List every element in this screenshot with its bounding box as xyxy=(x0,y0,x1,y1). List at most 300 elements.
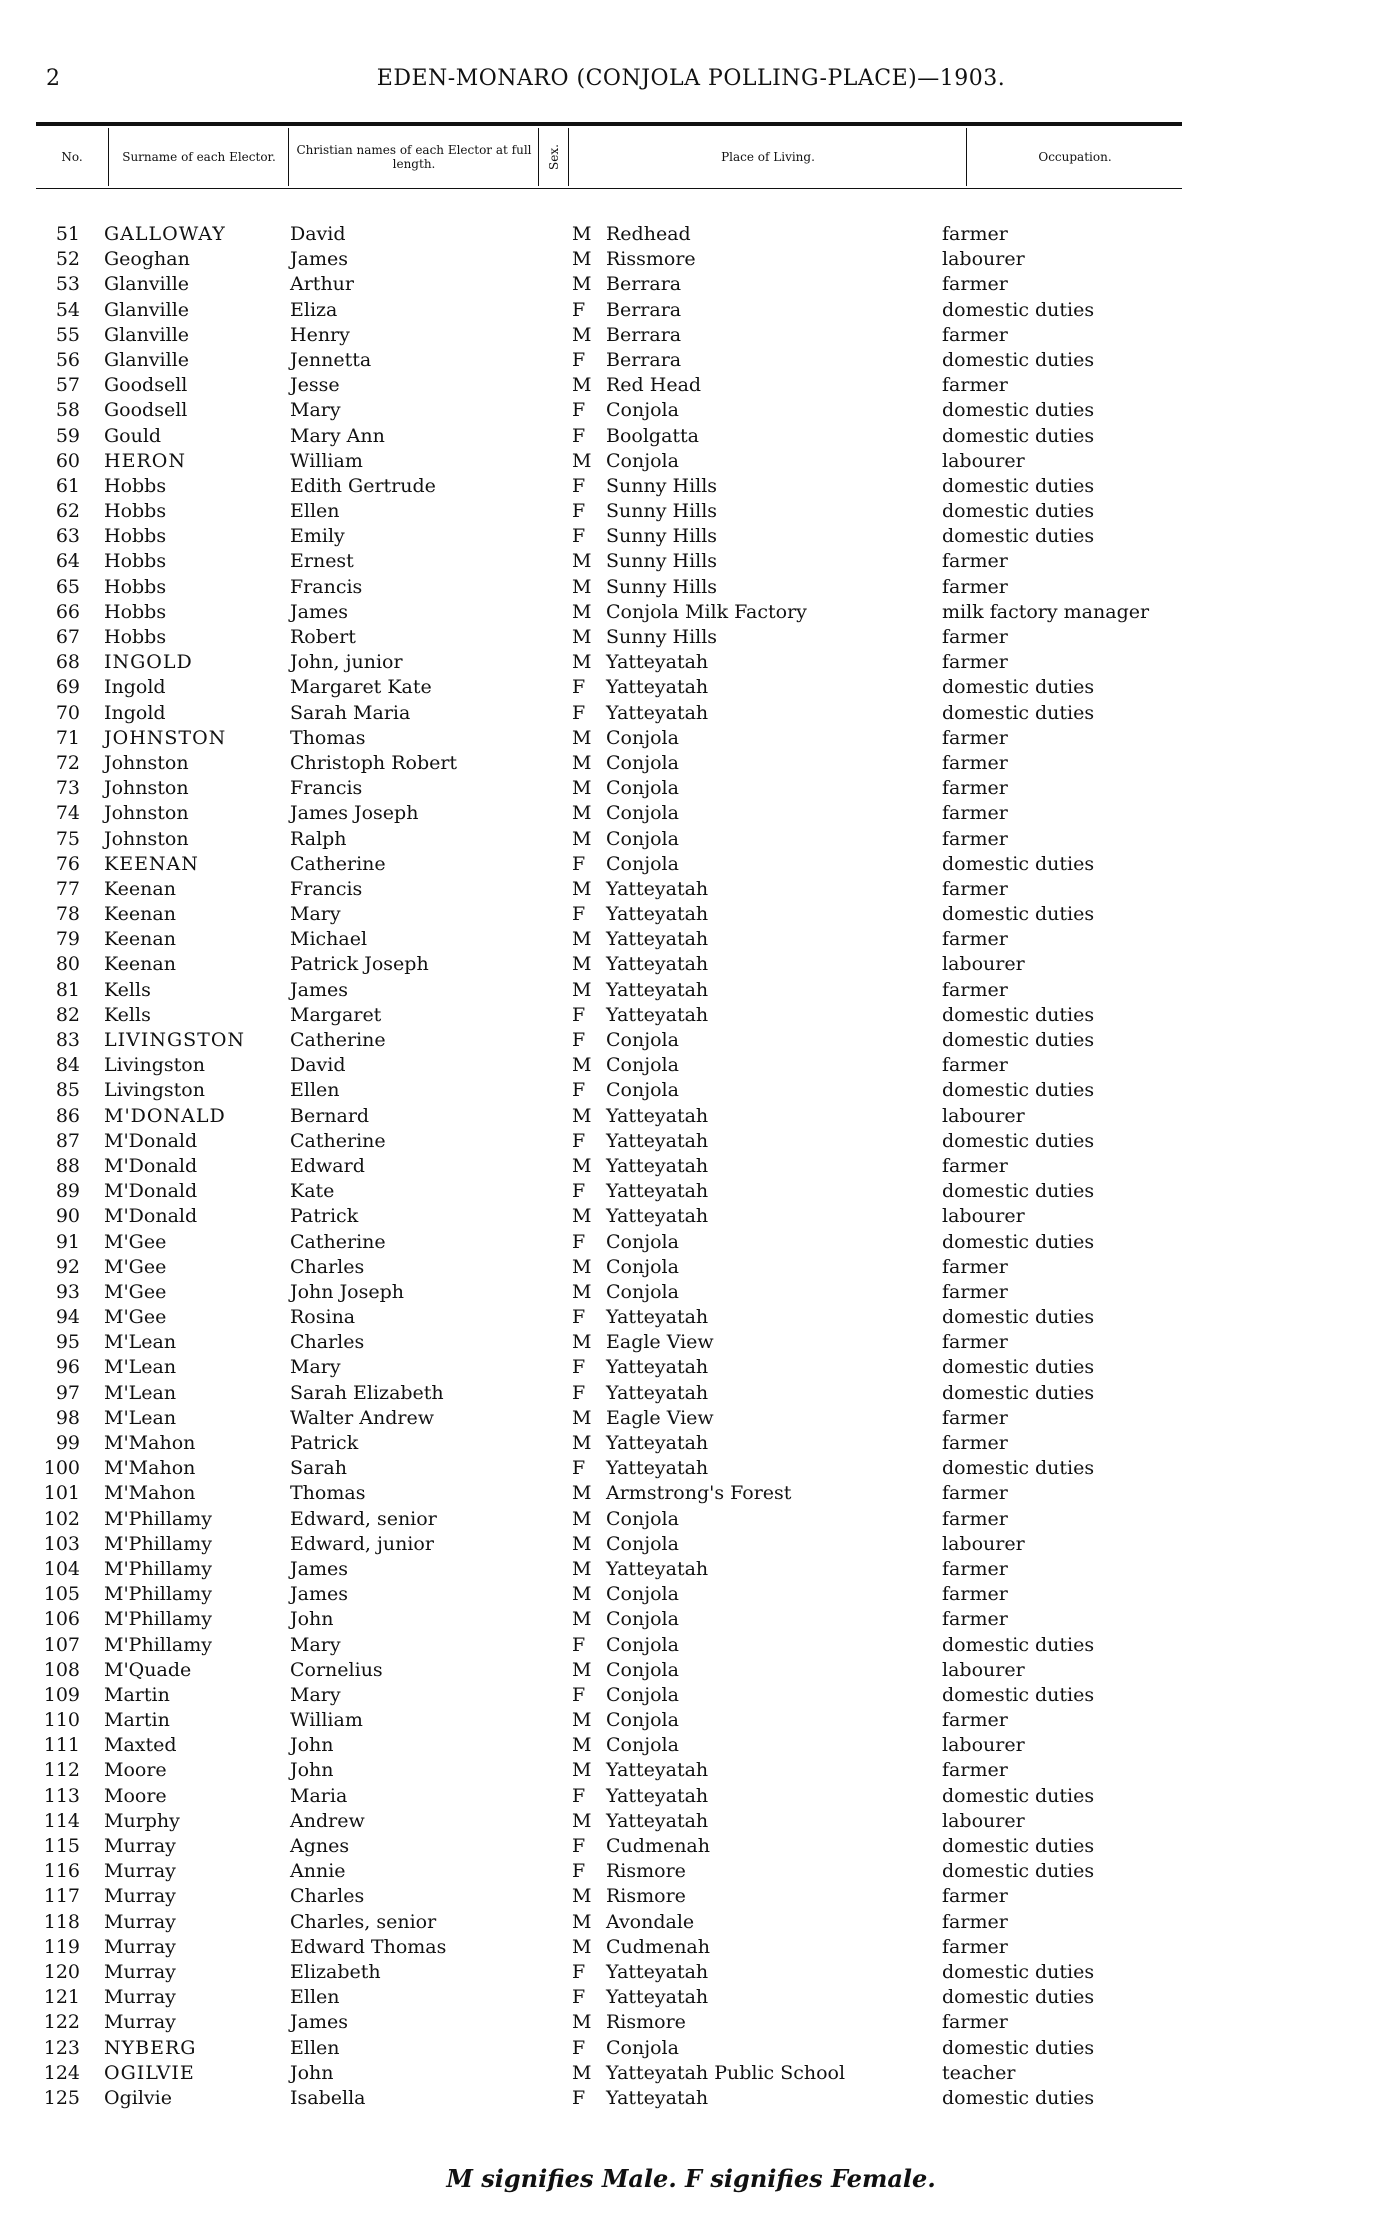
elector-list xyxy=(36,222,1182,2111)
elector-place: Armstrong's Forest xyxy=(606,1482,792,1505)
elector-occupation: domestic duties xyxy=(942,2086,1095,2109)
elector-number: 83 xyxy=(55,1029,80,1051)
elector-occupation: domestic duties xyxy=(942,399,1095,422)
elector-christian-names: Catherine xyxy=(290,1129,386,1152)
elector-sex: M xyxy=(572,449,592,472)
elector-christian-names: Ellen xyxy=(290,500,340,523)
elector-sex: F xyxy=(572,1986,586,2009)
elector-place: Conjola xyxy=(606,827,679,850)
elector-number: 80 xyxy=(55,953,80,976)
elector-number: 99 xyxy=(55,1432,80,1454)
elector-number: 111 xyxy=(43,1734,80,1757)
elector-sex: M xyxy=(572,1935,592,1958)
table-row xyxy=(36,952,1182,977)
elector-sex: M xyxy=(572,1104,592,1127)
elector-number: 102 xyxy=(43,1507,80,1530)
elector-occupation: farmer xyxy=(942,726,1008,749)
elector-surname: Hobbs xyxy=(104,600,167,623)
elector-place: Conjola xyxy=(606,1054,679,1077)
elector-sex: M xyxy=(572,1608,592,1631)
elector-number: 100 xyxy=(43,1457,80,1480)
page-number: 2 xyxy=(46,66,60,91)
elector-christian-names: Francis xyxy=(290,777,363,800)
elector-place: Yatteyatah xyxy=(606,1557,709,1580)
elector-sex: F xyxy=(572,701,586,724)
elector-sex: M xyxy=(572,1054,592,1077)
elector-number: 94 xyxy=(55,1306,80,1329)
elector-sex: F xyxy=(572,1129,586,1152)
elector-place: Yatteyatah xyxy=(606,903,709,926)
elector-sex: F xyxy=(572,424,586,447)
elector-christian-names: Francis xyxy=(290,575,363,598)
elector-sex: M xyxy=(572,1809,592,1832)
elector-number: 85 xyxy=(55,1079,80,1102)
elector-place: Conjola xyxy=(606,399,679,422)
elector-sex: F xyxy=(572,1381,586,1404)
elector-place: Berrara xyxy=(606,348,682,371)
elector-occupation: domestic duties xyxy=(942,676,1095,699)
elector-sex: F xyxy=(572,1835,586,1857)
elector-surname: M'Phillamy xyxy=(104,1583,213,1606)
elector-christian-names: Emily xyxy=(290,525,345,548)
elector-surname: Goodsell xyxy=(104,399,188,422)
elector-place: Boolgatta xyxy=(606,424,700,447)
elector-number: 54 xyxy=(55,298,80,321)
elector-occupation: farmer xyxy=(942,1154,1008,1177)
elector-number: 86 xyxy=(55,1104,80,1127)
elector-number: 101 xyxy=(43,1482,80,1505)
elector-surname: Geoghan xyxy=(104,248,190,271)
elector-christian-names: Walter Andrew xyxy=(290,1406,434,1429)
elector-sex: M xyxy=(572,626,592,648)
elector-number: 87 xyxy=(55,1129,80,1152)
elector-number: 113 xyxy=(43,1784,80,1807)
elector-occupation: farmer xyxy=(942,223,1008,245)
table-row xyxy=(36,1607,1182,1632)
elector-place: Berrara xyxy=(606,323,682,346)
elector-occupation: labourer xyxy=(942,1809,1025,1832)
elector-occupation: farmer xyxy=(942,777,1008,800)
elector-surname: Johnston xyxy=(104,777,189,800)
table-row xyxy=(36,1154,1182,1179)
elector-sex: F xyxy=(572,1356,586,1379)
elector-number: 53 xyxy=(55,273,80,296)
elector-occupation: labourer xyxy=(942,1104,1025,1127)
elector-number: 123 xyxy=(43,2036,80,2059)
elector-number: 122 xyxy=(43,2011,80,2034)
elector-surname: Gould xyxy=(104,424,162,447)
elector-christian-names: Robert xyxy=(290,626,356,648)
elector-number: 110 xyxy=(43,1709,80,1732)
elector-place: Berrara xyxy=(606,298,682,321)
table-row xyxy=(36,1179,1182,1204)
elector-place: Eagle View xyxy=(606,1331,714,1354)
elector-occupation: farmer xyxy=(942,575,1008,598)
table-row xyxy=(36,373,1182,398)
elector-sex: M xyxy=(572,600,592,623)
elector-sex: M xyxy=(572,2011,592,2034)
elector-number: 64 xyxy=(55,550,80,573)
elector-place: Yatteyatah xyxy=(606,1154,709,1177)
elector-surname: M'Lean xyxy=(104,1381,177,1404)
table-row xyxy=(36,1507,1182,1532)
elector-surname: Keenan xyxy=(104,877,176,900)
elector-christian-names: Patrick xyxy=(290,1205,359,1228)
elector-number: 67 xyxy=(55,626,80,648)
table-row xyxy=(36,1406,1182,1431)
table-row xyxy=(36,650,1182,675)
elector-number: 88 xyxy=(55,1154,80,1177)
elector-christian-names: Jesse xyxy=(290,374,340,397)
elector-occupation: domestic duties xyxy=(942,2036,1095,2059)
table-row xyxy=(36,1557,1182,1582)
elector-occupation: domestic duties xyxy=(942,1003,1095,1026)
elector-place: Eagle View xyxy=(606,1406,714,1429)
elector-christian-names: Rosina xyxy=(290,1306,356,1329)
elector-occupation: farmer xyxy=(942,374,1008,397)
elector-sex: M xyxy=(572,1507,592,1530)
elector-occupation: domestic duties xyxy=(942,1079,1095,1102)
elector-place: Sunny Hills xyxy=(606,500,718,523)
elector-occupation: domestic duties xyxy=(942,1633,1095,1656)
elector-sex: M xyxy=(572,1331,592,1354)
header-rule xyxy=(36,122,1182,126)
elector-christian-names: Charles xyxy=(290,1885,365,1908)
elector-place: Yatteyatah xyxy=(606,1759,709,1782)
elector-number: 71 xyxy=(55,726,80,749)
elector-place: Conjola xyxy=(606,1029,679,1051)
table-row xyxy=(36,474,1182,499)
table-row xyxy=(36,1481,1182,1506)
elector-christian-names: John xyxy=(290,1608,334,1631)
elector-occupation: farmer xyxy=(942,751,1008,774)
elector-number: 114 xyxy=(43,1809,80,1832)
elector-christian-names: Edward, junior xyxy=(290,1532,434,1555)
table-row xyxy=(36,1456,1182,1481)
elector-christian-names: Elizabeth xyxy=(290,1960,381,1983)
elector-surname: Hobbs xyxy=(104,500,167,523)
elector-place: Conjola xyxy=(606,2036,679,2059)
elector-occupation: domestic duties xyxy=(942,1960,1095,1983)
elector-place: Conjola xyxy=(606,777,679,800)
table-row xyxy=(36,1078,1182,1103)
elector-number: 76 xyxy=(55,852,80,875)
elector-place: Yatteyatah xyxy=(606,1003,709,1026)
elector-christian-names: Charles, senior xyxy=(290,1910,437,1933)
elector-place: Conjola xyxy=(606,1608,679,1631)
elector-surname: Murray xyxy=(104,1960,176,1983)
elector-occupation: domestic duties xyxy=(942,1457,1095,1480)
elector-christian-names: Sarah Elizabeth xyxy=(290,1381,444,1404)
elector-surname: INGOLD xyxy=(104,651,193,674)
elector-occupation: farmer xyxy=(942,827,1008,850)
elector-sex: F xyxy=(572,525,586,548)
elector-sex: M xyxy=(572,1280,592,1303)
elector-sex: M xyxy=(572,1709,592,1732)
elector-place: Cudmenah xyxy=(606,1835,710,1857)
elector-number: 73 xyxy=(55,777,80,800)
elector-surname: Johnston xyxy=(104,827,189,850)
table-row xyxy=(36,1658,1182,1683)
elector-occupation: farmer xyxy=(942,1910,1008,1933)
elector-surname: Hobbs xyxy=(104,474,167,497)
elector-sex: F xyxy=(572,1457,586,1480)
elector-surname: Livingston xyxy=(104,1079,205,1102)
elector-occupation: farmer xyxy=(942,2011,1008,2034)
table-row xyxy=(36,902,1182,927)
elector-christian-names: Ernest xyxy=(290,550,354,573)
table-row xyxy=(36,1355,1182,1380)
elector-place: Yatteyatah xyxy=(606,1104,709,1127)
elector-surname: Murray xyxy=(104,1986,176,2009)
table-row xyxy=(36,1784,1182,1809)
elector-sex: F xyxy=(572,1029,586,1051)
table-row xyxy=(36,272,1182,297)
elector-number: 81 xyxy=(55,978,80,1001)
table-row xyxy=(36,1834,1182,1859)
elector-sex: M xyxy=(572,1205,592,1228)
elector-surname: M'Phillamy xyxy=(104,1608,213,1631)
elector-christian-names: Cornelius xyxy=(290,1658,383,1681)
elector-occupation: farmer xyxy=(942,1935,1008,1958)
elector-occupation: farmer xyxy=(942,877,1008,900)
elector-sex: F xyxy=(572,1230,586,1253)
elector-surname: Ingold xyxy=(104,676,166,699)
elector-christian-names: John xyxy=(290,1759,334,1782)
elector-place: Yatteyatah xyxy=(606,2086,709,2109)
elector-sex: M xyxy=(572,877,592,900)
elector-occupation: farmer xyxy=(942,1885,1008,1908)
elector-number: 84 xyxy=(55,1054,80,1077)
elector-number: 117 xyxy=(43,1885,80,1908)
elector-place: Conjola xyxy=(606,802,679,825)
elector-sex: M xyxy=(572,2061,592,2084)
elector-sex: F xyxy=(572,474,586,497)
elector-christian-names: James xyxy=(290,2011,348,2034)
table-row xyxy=(36,1859,1182,1884)
table-row xyxy=(36,1935,1182,1960)
elector-occupation: domestic duties xyxy=(942,298,1095,321)
elector-surname: M'Donald xyxy=(104,1205,198,1228)
table-row xyxy=(36,424,1182,449)
elector-sex: M xyxy=(572,1255,592,1278)
elector-number: 57 xyxy=(55,374,80,397)
table-row xyxy=(36,1381,1182,1406)
elector-sex: M xyxy=(572,777,592,800)
elector-christian-names: Annie xyxy=(290,1860,346,1883)
elector-surname: Murray xyxy=(104,1935,176,1958)
table-row xyxy=(36,2061,1182,2086)
elector-sex: M xyxy=(572,726,592,749)
elector-surname: M'Phillamy xyxy=(104,1532,213,1555)
elector-number: 62 xyxy=(55,500,80,523)
elector-occupation: farmer xyxy=(942,1331,1008,1354)
elector-christian-names: Ellen xyxy=(290,2036,340,2059)
table-row xyxy=(36,1910,1182,1935)
elector-place: Sunny Hills xyxy=(606,550,718,573)
elector-number: 104 xyxy=(43,1557,80,1580)
elector-occupation: labourer xyxy=(942,248,1025,271)
elector-place: Conjola xyxy=(606,1633,679,1656)
elector-occupation: farmer xyxy=(942,550,1008,573)
elector-number: 97 xyxy=(55,1381,80,1404)
elector-place: Yatteyatah xyxy=(606,1356,709,1379)
elector-surname: Ogilvie xyxy=(104,2086,172,2109)
elector-place: Conjola xyxy=(606,852,679,875)
elector-place: Yatteyatah xyxy=(606,1784,709,1807)
elector-place: Yatteyatah xyxy=(606,1129,709,1152)
elector-christian-names: Sarah xyxy=(290,1457,347,1480)
elector-surname: Goodsell xyxy=(104,374,188,397)
elector-occupation: farmer xyxy=(942,1280,1008,1303)
elector-surname: Kells xyxy=(104,1003,151,1026)
elector-sex: M xyxy=(572,575,592,598)
elector-sex: F xyxy=(572,500,586,523)
elector-number: 63 xyxy=(55,525,80,548)
elector-christian-names: Charles xyxy=(290,1255,365,1278)
elector-occupation: farmer xyxy=(942,651,1008,674)
elector-number: 118 xyxy=(43,1910,80,1933)
elector-christian-names: Mary xyxy=(290,1633,341,1656)
elector-christian-names: Agnes xyxy=(290,1835,350,1857)
elector-sex: F xyxy=(572,348,586,371)
elector-surname: Hobbs xyxy=(104,525,167,548)
elector-christian-names: Mary Ann xyxy=(290,424,385,447)
elector-occupation: farmer xyxy=(942,1759,1008,1782)
elector-sex: M xyxy=(572,374,592,397)
elector-surname: Hobbs xyxy=(104,626,167,648)
elector-christian-names: Mary xyxy=(290,1356,341,1379)
elector-occupation: domestic duties xyxy=(942,1860,1095,1883)
elector-number: 77 xyxy=(55,877,80,900)
elector-number: 69 xyxy=(55,676,80,699)
elector-christian-names: Thomas xyxy=(290,1482,366,1505)
elector-surname: M'Gee xyxy=(104,1306,167,1329)
elector-sex: F xyxy=(572,1180,586,1203)
elector-number: 124 xyxy=(43,2061,80,2084)
elector-christian-names: Ralph xyxy=(290,827,347,850)
elector-christian-names: Edward, senior xyxy=(290,1507,437,1530)
elector-sex: M xyxy=(572,1759,592,1782)
table-row xyxy=(36,776,1182,801)
elector-sex: F xyxy=(572,1633,586,1656)
table-row xyxy=(36,348,1182,373)
elector-sex: F xyxy=(572,298,586,321)
elector-sex: F xyxy=(572,1003,586,1026)
table-row xyxy=(36,1809,1182,1834)
elector-christian-names: Margaret xyxy=(290,1003,382,1026)
elector-number: 58 xyxy=(55,399,80,422)
table-row xyxy=(36,852,1182,877)
elector-place: Conjola xyxy=(606,1532,679,1555)
elector-number: 103 xyxy=(43,1532,80,1555)
elector-sex: M xyxy=(572,273,592,296)
column-header-surname: Surname of each Elector. xyxy=(108,128,289,186)
elector-christian-names: Ellen xyxy=(290,1986,340,2009)
elector-surname: Johnston xyxy=(104,751,189,774)
elector-surname: M'Quade xyxy=(104,1658,192,1681)
elector-surname: Hobbs xyxy=(104,575,167,598)
elector-sex: M xyxy=(572,1583,592,1606)
elector-christian-names: James Joseph xyxy=(290,802,419,825)
elector-place: Yatteyatah xyxy=(606,1381,709,1404)
elector-christian-names: Bernard xyxy=(290,1104,370,1127)
elector-sex: M xyxy=(572,827,592,850)
elector-surname: M'Mahon xyxy=(104,1457,196,1480)
elector-sex: F xyxy=(572,1079,586,1102)
elector-christian-names: Michael xyxy=(290,928,368,951)
elector-occupation: domestic duties xyxy=(942,424,1095,447)
elector-place: Yatteyatah xyxy=(606,1180,709,1203)
elector-surname: Murray xyxy=(104,1835,176,1857)
elector-surname: LIVINGSTON xyxy=(104,1029,246,1051)
elector-christian-names: John xyxy=(290,2061,334,2084)
elector-place: Yatteyatah xyxy=(606,1960,709,1983)
elector-surname: M'DONALD xyxy=(104,1104,226,1127)
elector-number: 120 xyxy=(43,1960,80,1983)
elector-occupation: milk factory manager xyxy=(942,600,1150,623)
table-row xyxy=(36,323,1182,348)
elector-surname: Keenan xyxy=(104,953,176,976)
elector-christian-names: Mary xyxy=(290,399,341,422)
elector-christian-names: Charles xyxy=(290,1331,365,1354)
elector-surname: Glanville xyxy=(104,273,190,296)
elector-surname: Kells xyxy=(104,978,151,1001)
table-row xyxy=(36,1104,1182,1129)
elector-occupation: labourer xyxy=(942,1658,1025,1681)
elector-number: 66 xyxy=(55,600,80,623)
elector-sex: M xyxy=(572,1532,592,1555)
elector-sex: M xyxy=(572,1482,592,1505)
elector-christian-names: Eliza xyxy=(290,298,338,321)
elector-place: Conjola xyxy=(606,1583,679,1606)
elector-surname: Murray xyxy=(104,2011,176,2034)
elector-number: 51 xyxy=(55,223,80,245)
elector-surname: Murray xyxy=(104,1910,176,1933)
elector-number: 79 xyxy=(55,928,80,951)
elector-number: 72 xyxy=(55,751,80,774)
elector-occupation: teacher xyxy=(942,2061,1016,2084)
elector-number: 109 xyxy=(43,1683,80,1706)
elector-occupation: labourer xyxy=(942,953,1025,976)
elector-occupation: domestic duties xyxy=(942,525,1095,548)
elector-place: Berrara xyxy=(606,273,682,296)
table-row xyxy=(36,751,1182,776)
elector-place: Yatteyatah xyxy=(606,1205,709,1228)
elector-place: Conjola Milk Factory xyxy=(606,600,807,623)
elector-surname: Murray xyxy=(104,1885,176,1908)
elector-number: 75 xyxy=(55,827,80,850)
elector-number: 106 xyxy=(43,1608,80,1631)
elector-place: Yatteyatah xyxy=(606,1809,709,1832)
elector-christian-names: Isabella xyxy=(290,2086,366,2109)
column-header-occupation: Occupation. xyxy=(966,128,1183,186)
elector-surname: Keenan xyxy=(104,928,176,951)
elector-occupation: domestic duties xyxy=(942,1230,1095,1253)
footer-note: M signifies Male. F signifies Female. xyxy=(446,2164,936,2193)
elector-number: 74 xyxy=(55,802,80,825)
column-header-sex xyxy=(538,128,569,186)
table-row xyxy=(36,1230,1182,1255)
elector-number: 65 xyxy=(55,575,80,598)
elector-sex: M xyxy=(572,1658,592,1681)
table-row xyxy=(36,222,1182,247)
elector-occupation: domestic duties xyxy=(942,1180,1095,1203)
elector-surname: Maxted xyxy=(104,1734,177,1757)
table-row xyxy=(36,1330,1182,1355)
elector-occupation: farmer xyxy=(942,1507,1008,1530)
elector-occupation: farmer xyxy=(942,1583,1008,1606)
